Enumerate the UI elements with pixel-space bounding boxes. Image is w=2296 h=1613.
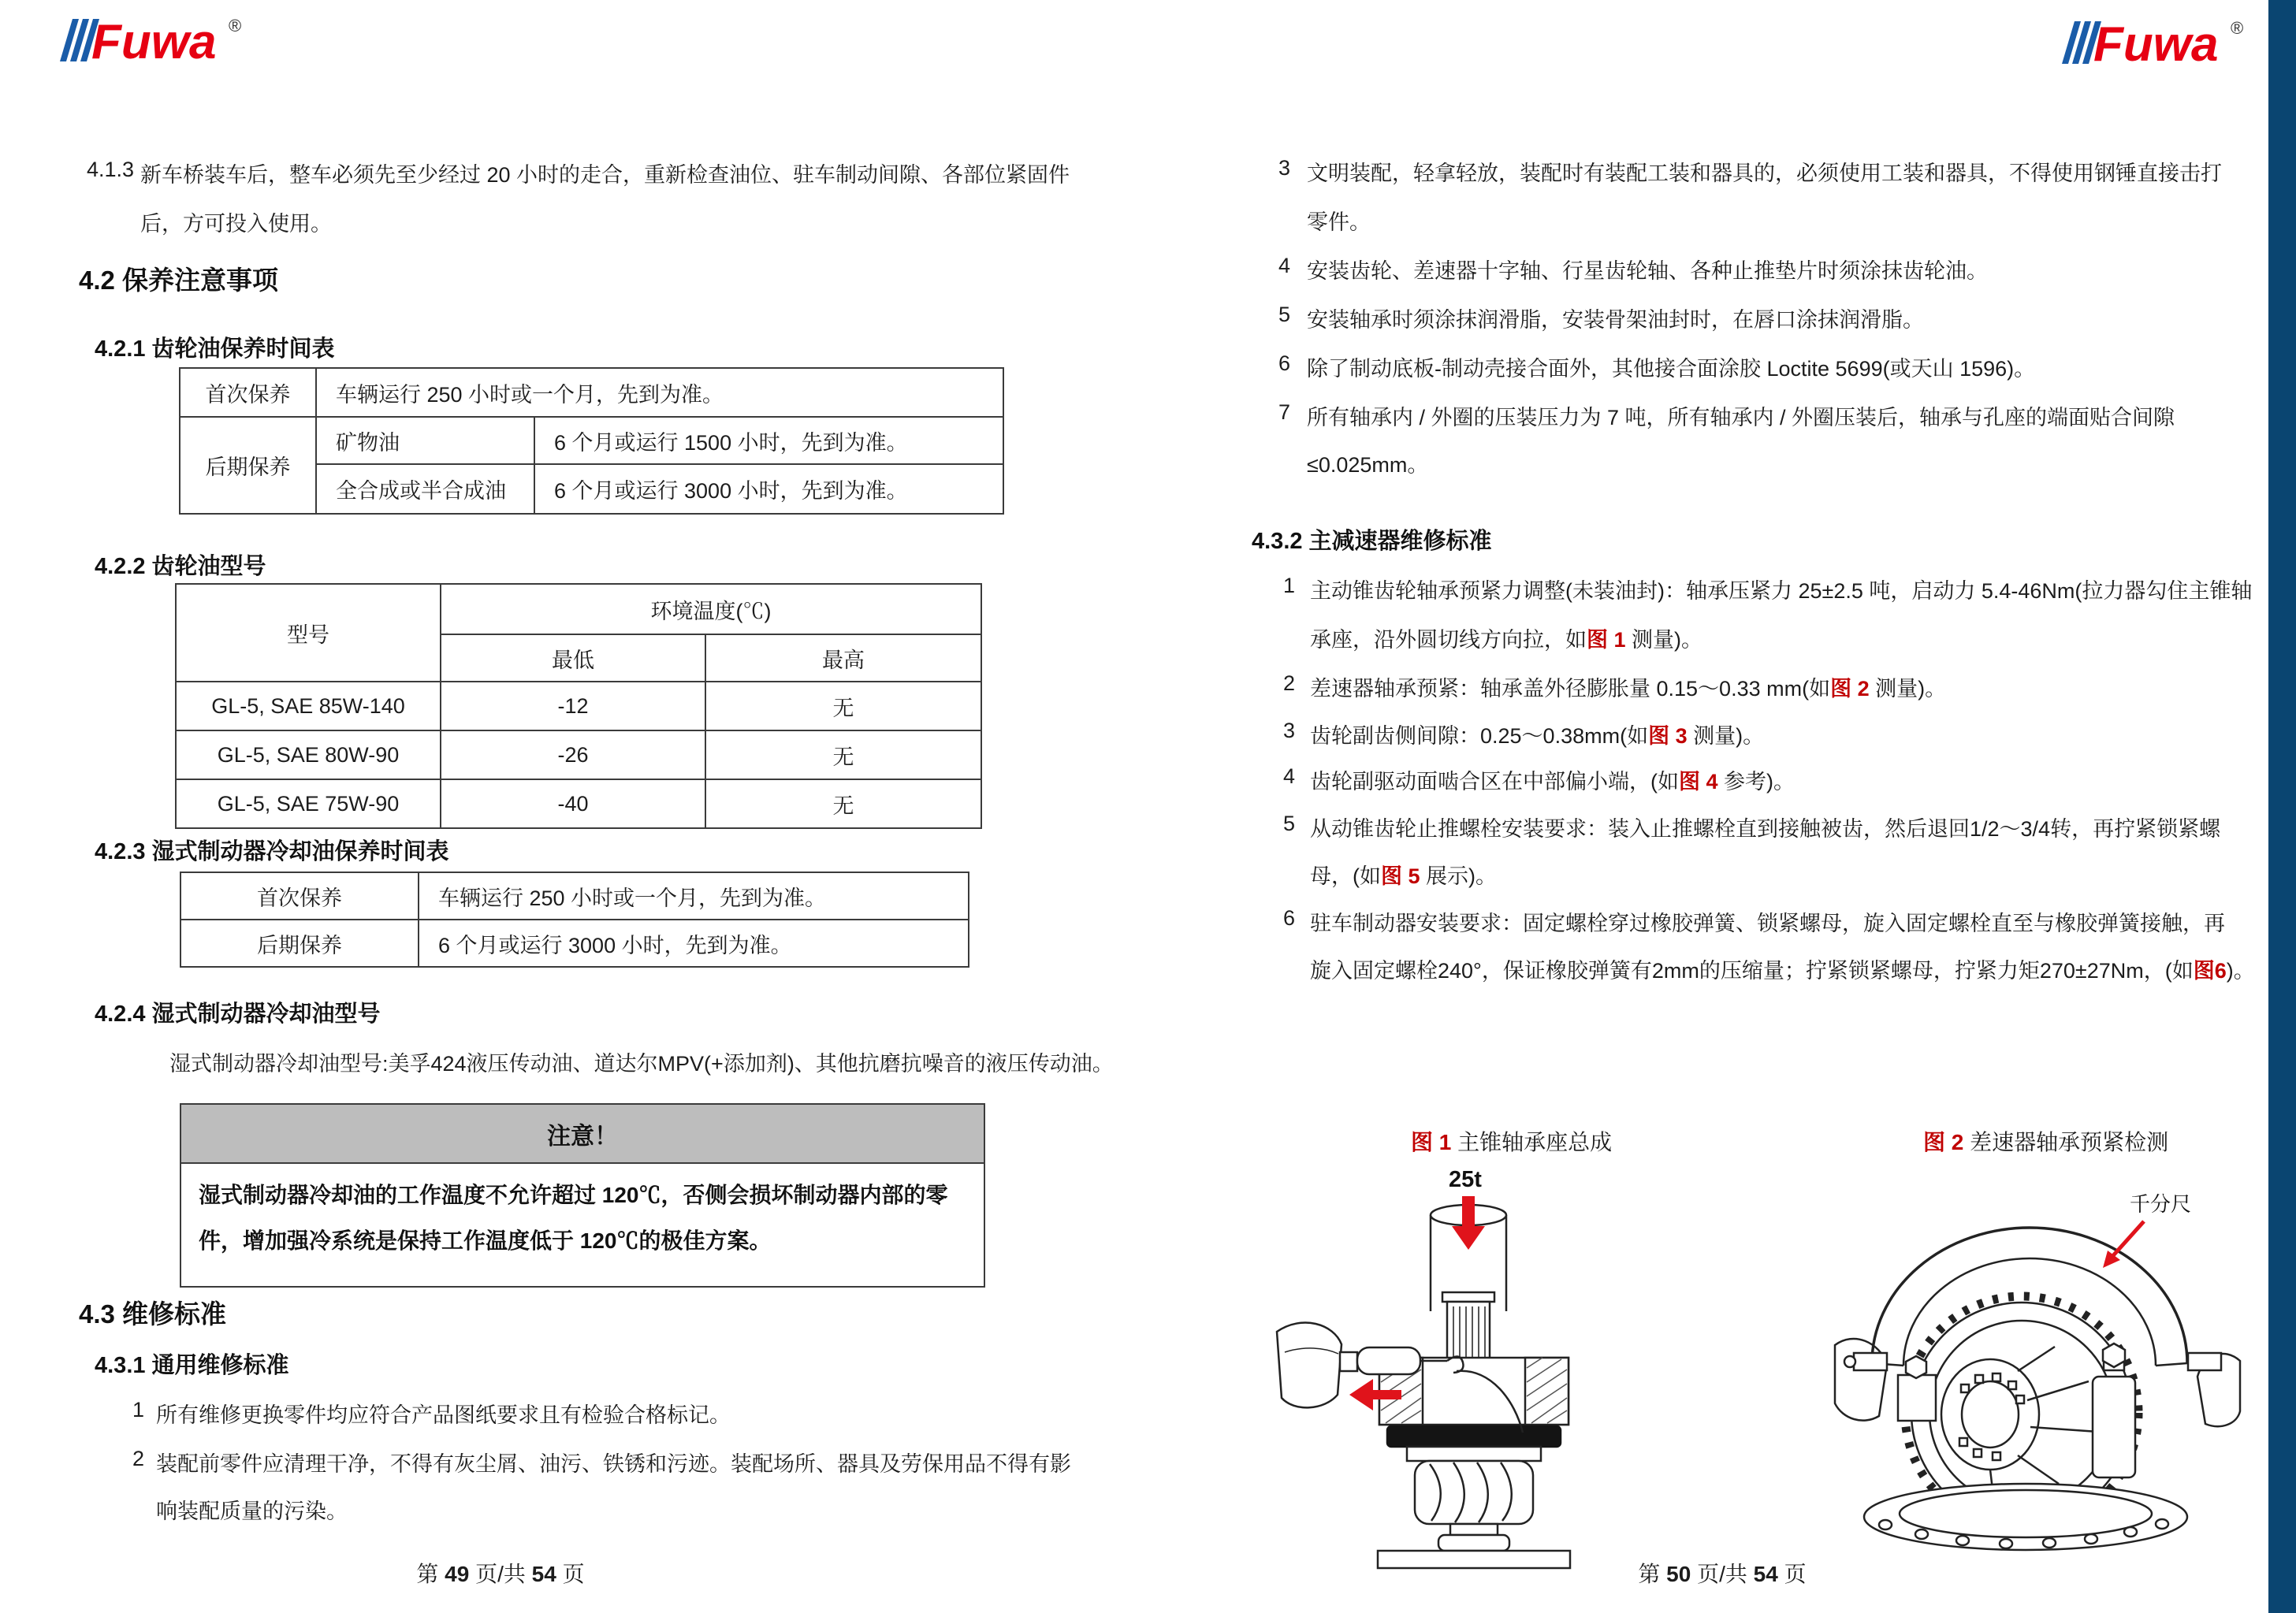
heading-4-2-2: 4.2.2 齿轮油型号 <box>95 554 266 579</box>
micrometer-pointer-arrow-icon <box>2103 1221 2144 1268</box>
footer-text: 页/共 <box>1691 1562 1754 1586</box>
text-segment: 测量)。 <box>1625 628 1703 652</box>
logo-wordmark: Fuwa <box>2093 17 2219 72</box>
notice-body <box>181 1164 984 1286</box>
cell-mineral-oil: 矿物油 <box>316 417 534 464</box>
text-segment: 齿轮副驱动面啮合区在中部偏小端，(如 <box>1310 770 1679 793</box>
cell-min: -40 <box>441 779 705 828</box>
table-row <box>180 872 969 920</box>
table-row <box>176 682 981 730</box>
cell-later-service-value: 6 个月或运行 3000 小时，先到为准。 <box>419 920 969 967</box>
cell-min: -12 <box>441 682 705 730</box>
cell-mineral-oil-value: 6 个月或运行 1500 小时，先到为准。 <box>534 417 1003 464</box>
figure-5-reference: 图 5 <box>1381 864 1420 888</box>
list-item-text: 所有轴承内 / 外圈的压装压力为 7 吨，所有轴承内 / 外圈压装后，轴承与孔座的端面贴合间隙 <box>1307 406 2175 429</box>
list-item-number: 4 <box>1283 764 1296 788</box>
text-segment: 参考)。 <box>1717 770 1795 793</box>
text-segment: 测量)。 <box>1869 677 1947 701</box>
list-item-text-cont: 零件。 <box>1307 210 1371 234</box>
section-number: 4.1.3 <box>87 158 135 181</box>
notice-line2: 件，增加强冷系统是保持工作温度低于 120℃的极佳方案。 <box>199 1228 772 1253</box>
heading-4-3-1: 4.3.1 通用维修标准 <box>95 1353 289 1378</box>
cell-first-service-value: 车辆运行 250 小时或一个月，先到为准。 <box>419 872 969 920</box>
figure-2-reference: 图 2 <box>1830 677 1870 701</box>
list-item-number: 7 <box>1278 400 1291 424</box>
cell-max: 无 <box>705 682 981 730</box>
figure-2-caption-text: 差速器轴承预紧检测 <box>1963 1130 2169 1154</box>
text-segment: 母，(如 <box>1310 864 1381 888</box>
text-segment: 展示)。 <box>1420 864 1498 888</box>
text-segment: 旋入固定螺栓240°，保证橡胶弹簧有2mm的压缩量；拧紧锁紧螺母，拧紧力矩270±27Nm，(如 <box>1310 959 2194 983</box>
list-item-text: 装配前零件应清理干净，不得有灰尘屑、油污、铁锈和污迹。装配场所、器具及劳保用品不得有影 <box>156 1452 1071 1476</box>
footer-page-number: 50 <box>1666 1562 1691 1586</box>
list-item-number: 3 <box>1278 156 1291 180</box>
text-segment: 测量)。 <box>1687 724 1765 748</box>
list-item-number: 6 <box>1283 906 1296 930</box>
cell-model: GL-5, SAE 75W-90 <box>176 779 441 828</box>
list-item-number: 5 <box>1278 303 1291 326</box>
cell-min: -26 <box>441 730 705 779</box>
heading-4-2-1: 4.2.1 齿轮油保养时间表 <box>95 336 335 362</box>
list-item-number: 4 <box>1278 254 1291 277</box>
wet-brake-oil-schedule-table <box>180 872 969 968</box>
notice-title: 注意！ <box>181 1105 984 1164</box>
footer-text: 页/共 <box>469 1562 532 1586</box>
table-row <box>180 368 1003 417</box>
micrometer-label: 千分尺 <box>2130 1192 2192 1216</box>
list-item-number: 2 <box>1283 671 1296 695</box>
figure-1-reference: 图 1 <box>1587 628 1626 652</box>
page-footer-right <box>1387 1557 2057 1589</box>
cell-model: GL-5, SAE 80W-90 <box>176 730 441 779</box>
gear-oil-grade-table <box>175 583 982 829</box>
list-item-number: 6 <box>1278 351 1291 375</box>
col-header-ambient-temp: 环境温度(℃) <box>441 584 981 634</box>
list-item-text: 除了制动底板-制动壳接合面外，其他接合面涂胶 Loctite 5699(或天山 1596)。 <box>1307 357 2036 381</box>
cell-first-service: 首次保养 <box>180 872 419 920</box>
fuwa-logo-right <box>2048 12 2276 75</box>
footer-text: 第 <box>416 1562 445 1586</box>
table-row <box>176 730 981 779</box>
figure-6-reference: 图6 <box>2193 959 2227 983</box>
cell-model: GL-5, SAE 85W-140 <box>176 682 441 730</box>
figure-3-reference: 图 3 <box>1648 724 1688 748</box>
list-item-text: 安装齿轮、差速器十字轴、行星齿轮轴、各种止推垫片时须涂抹齿轮油。 <box>1307 259 1988 283</box>
footer-total-pages: 54 <box>531 1562 556 1586</box>
text-segment: )。 <box>2226 959 2255 983</box>
figure-4-reference: 图 4 <box>1679 770 1718 793</box>
text-segment: 承座，沿外圆切线方向拉，如 <box>1310 628 1587 652</box>
list-item-text-cont: 响装配质量的污染。 <box>156 1500 348 1523</box>
figure-1-caption-text: 主锥轴承座总成 <box>1451 1130 1613 1154</box>
footer-text: 页 <box>1777 1562 1807 1586</box>
list-item-text <box>1310 764 1795 795</box>
gear-oil-schedule-table <box>179 367 1004 515</box>
list-item-text: 文明装配，轻拿轻放，装配时有装配工装和器具的，必须使用工装和器具，不得使用钢锤直接击打 <box>1307 162 2222 185</box>
heading-4-2: 4.2 保养注意事项 <box>79 266 279 295</box>
cell-synthetic-oil: 全合成或半合成油 <box>316 464 534 514</box>
footer-text: 第 <box>1638 1562 1667 1586</box>
cell-synthetic-oil-value: 6 个月或运行 3000 小时，先到为准。 <box>534 464 1003 514</box>
figure-2-differential-drawing <box>1829 1178 2246 1572</box>
section-413-line2: 后，方可投入使用。 <box>140 212 332 236</box>
cell-first-service-value: 车辆运行 250 小时或一个月，先到为准。 <box>316 368 1003 417</box>
figure-1-pinion-assembly-drawing <box>1261 1165 1766 1570</box>
col-header-min: 最低 <box>441 634 705 682</box>
heading-4-2-4: 4.2.4 湿式制动器冷却油型号 <box>95 1002 381 1027</box>
list-item-number: 2 <box>132 1447 145 1470</box>
list-item-text <box>1310 719 1764 749</box>
page-footer-left <box>177 1557 824 1589</box>
footer-total-pages: 54 <box>1753 1562 1778 1586</box>
list-item-text-cont <box>1310 623 1702 653</box>
list-item-text <box>1310 671 1946 702</box>
list-item-text-cont <box>1310 953 2255 984</box>
list-item-text: 驻车制动器安装要求：固定螺栓穿过橡胶弹簧、锁紧螺母，旋入固定螺栓直至与橡胶弹簧接触，再 <box>1310 912 2225 935</box>
heading-4-3: 4.3 维修标准 <box>79 1299 227 1329</box>
col-header-model: 型号 <box>176 584 441 682</box>
right-edge-bar <box>2268 0 2296 1613</box>
cell-max: 无 <box>705 730 981 779</box>
figure-2-label: 图 2 <box>1923 1130 1964 1154</box>
list-item-number: 3 <box>1283 719 1296 742</box>
notice-box <box>180 1103 985 1288</box>
footer-text: 页 <box>556 1562 585 1586</box>
figure-2-caption <box>1923 1125 2168 1157</box>
cell-first-service: 首次保养 <box>180 368 316 417</box>
heading-4-2-3: 4.2.3 湿式制动器冷却油保养时间表 <box>95 839 449 864</box>
list-item-number: 1 <box>1283 574 1296 597</box>
table-row <box>180 417 1003 464</box>
list-item-number: 1 <box>132 1398 145 1422</box>
logo-wordmark: Fuwa <box>91 15 217 69</box>
cell-later-service: 后期保养 <box>180 920 419 967</box>
list-item-text-cont <box>1310 859 1497 890</box>
list-item-number: 5 <box>1283 812 1296 835</box>
cell-later-service: 后期保养 <box>180 417 316 514</box>
table-header-row <box>176 584 981 634</box>
cell-max: 无 <box>705 779 981 828</box>
table-row <box>176 779 981 828</box>
text-segment: 齿轮副齿侧间隙：0.25～0.38mm(如 <box>1310 724 1649 748</box>
wet-brake-oil-types-paragraph: 湿式制动器冷却油型号:美孚424液压传动油、道达尔MPV(+添加剂)、其他抗磨抗噪音的液压传动油。 <box>169 1052 1114 1076</box>
list-item-text: 所有维修更换零件均应符合产品图纸要求且有检验合格标记。 <box>156 1403 731 1427</box>
notice-line1: 湿式制动器冷却油的工作温度不允许超过 120℃，否侧会损坏制动器内部的零 <box>199 1183 948 1207</box>
list-item-text: 安装轴承时须涂抹润滑脂，安装骨架油封时，在唇口涂抹润滑脂。 <box>1307 308 1924 332</box>
section-413-line1: 新车桥装车后，整车必须先至少经过 20 小时的走合，重新检查油位、驻车制动间隙、各部位紧固件 <box>140 163 1070 187</box>
heading-4-3-2: 4.3.2 主减速器维修标准 <box>1252 529 1492 554</box>
list-item-text: 主动锥齿轮轴承预紧力调整(未装油封)：轴承压紧力 25±2.5 吨，启动力 5.4-46Nm(拉力器勾住主锥轴 <box>1310 579 2253 603</box>
footer-page-number: 49 <box>445 1562 470 1586</box>
fuwa-logo-left <box>46 9 274 72</box>
registered-mark: ® <box>2231 18 2244 38</box>
press-load-label: 25t <box>1449 1167 1482 1192</box>
figure-1-label: 图 1 <box>1411 1130 1452 1154</box>
col-header-max: 最高 <box>705 634 981 682</box>
table-row <box>180 920 969 967</box>
list-item-text-cont: ≤0.025mm。 <box>1307 453 1429 477</box>
registered-mark: ® <box>229 16 242 35</box>
text-segment: 差速器轴承预紧：轴承盖外径膨胀量 0.15～0.33 mm(如 <box>1310 677 1831 701</box>
list-item-text: 从动锥齿轮止推螺栓安装要求：装入止推螺栓直到接触被齿，然后退回1/2～3/4转，再拧紧锁紧螺 <box>1310 817 2221 841</box>
figure-1-caption <box>1411 1125 1612 1157</box>
